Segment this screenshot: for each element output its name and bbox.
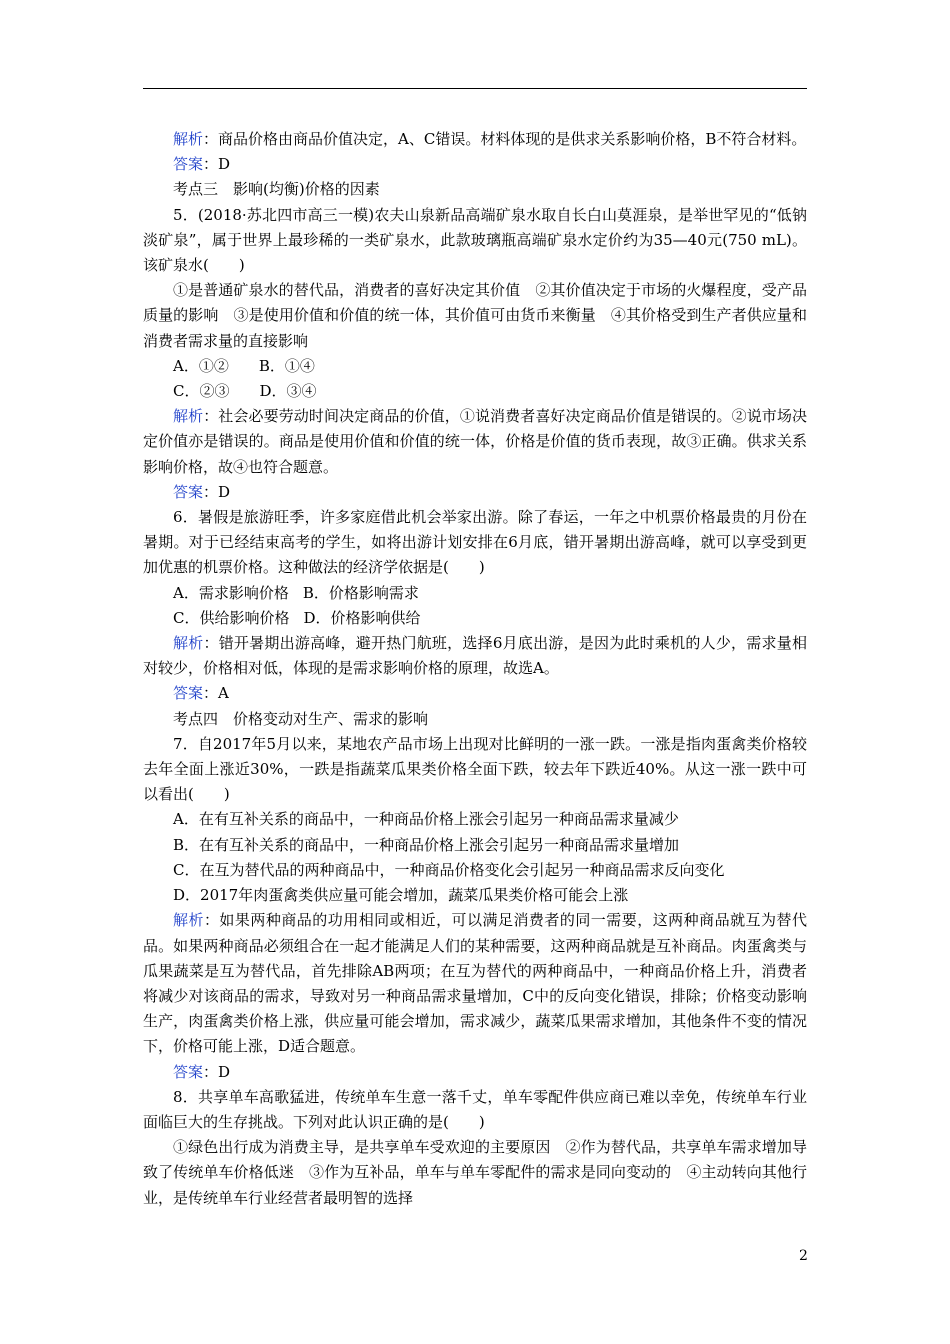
option-d: D．③④ — [259, 382, 317, 401]
option-c: C．在互为替代品的两种商品中，一种商品价格变化会引起另一种商品需求反向变化 — [173, 860, 725, 879]
question-6-stem: 6．暑假是旅游旺季，许多家庭借此机会举家出游。除了春运，一年之中机票价格最贵的月份在暑期。对于已经结束高考的学生，如将出游计划安排在6月底，错开暑期出游高峰，就可以享受到更加优惠的机票价格。这种做法的经济学依据是( ) — [143, 508, 807, 577]
analysis-paragraph: 解析：社会必要劳动时间决定商品的价值，①说消费者喜好决定商品价值是错误的。②说市场决定价值亦是错误的。商品是使用价值和价值的统一体，价格是价值的货币表现，故③正确。供求关系影响价格，故④也符合题意。 — [143, 407, 807, 476]
option-b: B．在有互补关系的商品中，一种商品价格上涨会引起另一种商品需求量增加 — [173, 835, 680, 854]
answer-label: 答案 — [173, 155, 204, 174]
analysis-label: 解析 — [173, 911, 204, 930]
answer-line: 答案：D — [173, 1062, 231, 1081]
page-content — [143, 127, 807, 1211]
answer-line: 答案：D — [173, 482, 231, 501]
question-7-stem: 7．自2017年5月以来，某地农产品市场上出现对比鲜明的一涨一跌。一涨是指肉蛋禽类价格较去年全面上涨近30%，一跌是指蔬菜瓜果类价格全面下跌，较去年下跌近40%。从这一涨一跌中可以看出( ) — [143, 734, 807, 804]
option-a: A．在有互补关系的商品中，一种商品价格上涨会引起另一种商品需求量减少 — [173, 810, 679, 829]
answer-line: 答案：A — [173, 684, 229, 703]
option-b: B．①④ — [258, 356, 315, 375]
question-6-options-row — [143, 606, 807, 631]
answer-line: 答案：D — [173, 155, 231, 174]
option-d: D．2017年肉蛋禽类供应量可能会增加，蔬菜瓜果类价格可能会上涨 — [173, 886, 629, 905]
question-5-items: ①是普通矿泉水的替代品，消费者的喜好决定其价值 ②其价值决定于市场的火爆程度，受产品质量的影响 ③是使用价值和价值的统一体，其价值可由货币来衡量 ④其价格受到生产者供应量和消费者需求量的直接影响 — [143, 281, 807, 350]
option-a: A．需求影响价格 — [173, 583, 289, 602]
header-rule — [143, 88, 807, 89]
option-a: A．①② — [173, 356, 229, 375]
analysis-paragraph: 解析：商品价格由商品价值决定，A、C错误。材料体现的是供求关系影响价格，B不符合材料。 — [173, 130, 807, 148]
answer-label: 答案 — [173, 482, 204, 501]
analysis-label: 解析 — [173, 407, 204, 426]
answer-label: 答案 — [173, 1062, 204, 1081]
question-6-options-row — [143, 581, 807, 606]
analysis-paragraph: 解析：错开暑期出游高峰，避开热门航班，选择6月底出游，是因为此时乘机的人少，需求量相对较少，价格相对低，体现的是需求影响价格的原理，故选A。 — [143, 634, 807, 678]
analysis-label: 解析 — [173, 634, 204, 653]
question-5-options-row — [143, 379, 807, 404]
analysis-label: 解析 — [173, 130, 204, 148]
question-8-stem: 8．共享单车高歌猛进，传统单车生意一落千丈，单车零配件供应商已难以幸免，传统单车行业面临巨大的生存挑战。下列对此认识正确的是( ) — [143, 1087, 807, 1131]
question-5-options-row — [143, 354, 807, 379]
section-heading: 考点四 价格变动对生产、需求的影响 — [173, 709, 429, 728]
analysis-paragraph: 解析：如果两种商品的功用相同或相近，可以满足消费者的同一需要，这两种商品就互为替代品。如果两种商品必须组合在一起才能满足人们的某种需要，这两种商品就是互补商品。肉蛋禽类与瓜果蔬菜是互为替代品，首先排除AB两项；在互为替代的两种商品中，一种商品价格上升，消费者将减少对该商品的需求，导致对另一种商品需求量增加，C中的反向变化错误，排除；价格变动影响生产，肉蛋禽类价格上涨，供应量可能会增加，需求减少，蔬菜瓜果需求增加，其他条件不变的情况下，价格可能上涨，D适合题意。 — [143, 911, 807, 1056]
answer-label: 答案 — [173, 684, 204, 703]
question-5-stem: 5．(2018·苏北四市高三一模)农夫山泉新品高端矿泉水取自长白山莫涯泉，是举世罕见的“低钠淡矿泉”，属于世界上最珍稀的一类矿泉水，此款玻璃瓶高端矿泉水定价约为35—40元(750 mL)。该矿泉水( ) — [143, 205, 807, 275]
option-b: B．价格影响需求 — [302, 583, 419, 602]
question-8-items: ①绿色出行成为消费主导，是共享单车受欢迎的主要原因 ②作为替代品，共享单车需求增加导致了传统单车价格低迷 ③作为互补品，单车与单车零配件的需求是同向变动的 ④主动转向其他行业，是传统单车行业经营者最明智的选择 — [143, 1138, 807, 1207]
section-heading: 考点三 影响(均衡)价格的因素 — [173, 180, 380, 199]
option-c: C．供给影响价格 — [173, 608, 290, 627]
option-d: D．价格影响供给 — [303, 608, 421, 627]
option-c: C．②③ — [173, 382, 230, 401]
page-number: 2 — [799, 1248, 808, 1264]
